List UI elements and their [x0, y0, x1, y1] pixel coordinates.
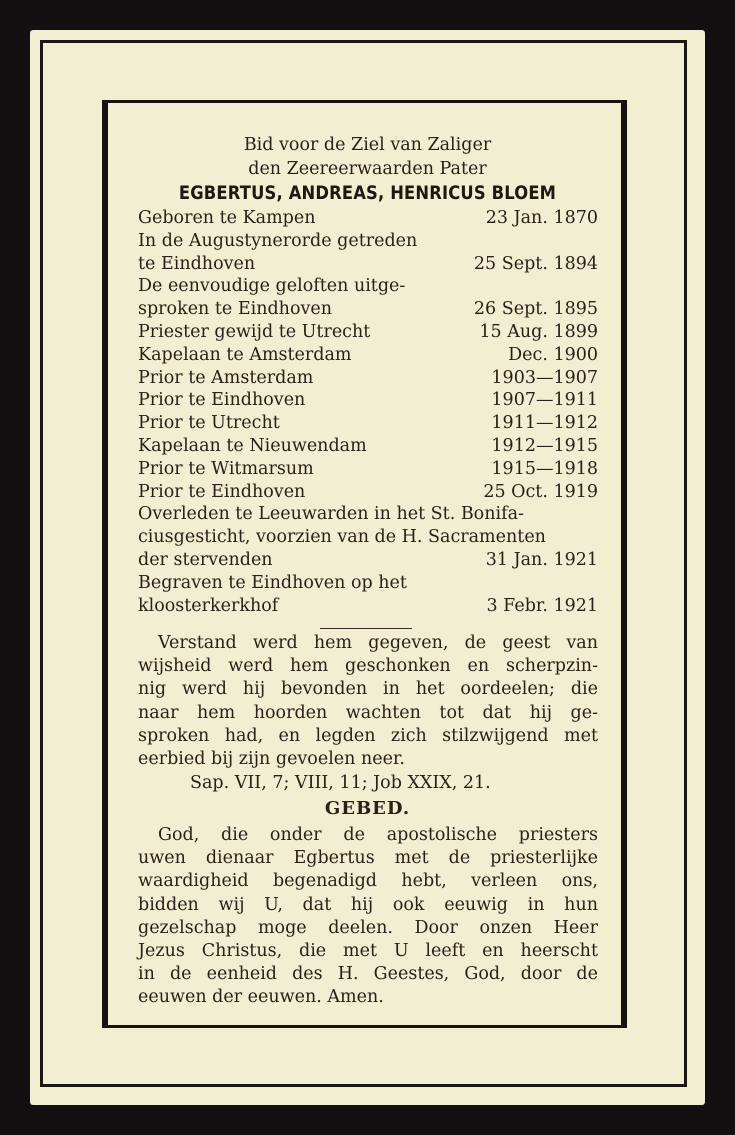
- timeline-date: 1903—1907: [491, 367, 598, 388]
- header-line-1: Bid voor de Ziel van Zaliger: [243, 135, 492, 155]
- timeline-date: 23 Jan. 1870: [485, 208, 598, 228]
- timeline-row: [138, 459, 598, 482]
- timeline-date: 31 Jan. 1921: [485, 550, 598, 570]
- timeline-label: Prior te Eindhoven: [138, 390, 306, 411]
- prayer-line: waardigheid begenadigd hebt, verleen ons,: [138, 871, 598, 892]
- timeline-label: Geboren te Kampen: [138, 208, 316, 228]
- timeline-label: De eenvoudige geloften uitge-: [138, 276, 406, 297]
- timeline-date: 1912—1915: [491, 436, 598, 456]
- timeline-row: [138, 504, 598, 527]
- timeline-date: 1911—1912: [491, 413, 598, 434]
- timeline-date: 3 Febr. 1921: [486, 595, 598, 616]
- timeline-date: 15 Aug. 1899: [479, 322, 598, 342]
- timeline-label: Kapelaan te Nieuwendam: [138, 436, 367, 456]
- timeline-row: [138, 322, 598, 345]
- timeline-label: kloosterkerkhof: [138, 595, 279, 616]
- prayer-line: eeuwen der eeuwen. Amen.: [138, 987, 384, 1008]
- timeline-row: [138, 276, 598, 299]
- prayer-text: [138, 824, 598, 1010]
- timeline-date: 25 Sept. 1894: [473, 253, 598, 274]
- timeline-row: [138, 345, 598, 368]
- timeline-label: der stervenden: [138, 550, 273, 570]
- timeline-row: [138, 413, 598, 436]
- quote-line: wijsheid werd hem geschonken en scherpzin-: [138, 656, 598, 677]
- prayer-line: uwen dienaar Egbertus met de priesterlijke: [138, 848, 598, 869]
- quote-line: naar hem hoorden wachten tot dat hij ge-: [138, 702, 598, 723]
- timeline-row: [138, 254, 598, 277]
- timeline-label: In de Augustynerorde getreden: [138, 230, 418, 251]
- timeline-label: ciusgesticht, voorzien van de H. Sacramenten: [138, 527, 546, 548]
- quote-text: [138, 632, 598, 771]
- timeline-row: [138, 231, 598, 254]
- timeline-row: [138, 299, 598, 322]
- timeline-row: [138, 527, 598, 550]
- prayer-line: Jezus Christus, die met U leeft en heerscht: [138, 941, 598, 962]
- prayer-line: God, die onder de apostolische priesters: [158, 825, 598, 845]
- prayer-title: GEBED.: [324, 798, 411, 819]
- timeline-row: [138, 208, 598, 231]
- timeline-row: [138, 596, 598, 619]
- timeline-label: Kapelaan te Amsterdam: [138, 344, 352, 365]
- timeline-label: Prior te Utrecht: [138, 413, 280, 434]
- prayer-line: bidden wij U, dat hij ook eeuwig in hun: [138, 894, 598, 915]
- quote-line: nig werd hij bevonden in het oordeelen; die: [138, 679, 598, 700]
- timeline-row: [138, 482, 598, 505]
- quote-source: Sap. VII, 7; VIII, 11; Job XXIX, 21.: [190, 773, 491, 793]
- timeline-label: Prior te Witmarsum: [138, 458, 314, 479]
- deceased-name: EGBERTUS, ANDREAS, HENRICUS BLOEM: [178, 182, 557, 204]
- quote-line: eerbied bij zijn gevoelen neer.: [138, 749, 405, 770]
- timeline-row: [138, 368, 598, 391]
- prayer-line: in de eenheid des H. Geestes, God, door de: [138, 964, 598, 985]
- timeline-label: Priester gewijd te Utrecht: [138, 322, 371, 342]
- divider: [320, 628, 412, 629]
- header-line-2: den Zeereerwaarden Pater: [248, 159, 487, 179]
- timeline-label: Prior te Amsterdam: [138, 367, 314, 388]
- timeline-label: Prior te Eindhoven: [138, 481, 306, 502]
- quote-line: Verstand werd hem gegeven, de geest van: [158, 633, 598, 653]
- timeline-label: sproken te Eindhoven: [138, 299, 332, 320]
- timeline-date: Dec. 1900: [508, 344, 598, 365]
- prayer-line: gezelschap moge deelen. Door onzen Heer: [138, 917, 598, 938]
- timeline-date: 26 Sept. 1895: [473, 299, 598, 320]
- timeline-row: [138, 436, 598, 459]
- timeline-date: 1907—1911: [491, 390, 598, 411]
- timeline-row: [138, 390, 598, 413]
- quote-line: sproken had, en legden zich stilzwijgend met: [138, 725, 598, 746]
- timeline-label: Overleden te Leeuwarden in het St. Bonifa-: [138, 504, 524, 525]
- timeline-label: Begraven te Eindhoven op het: [138, 572, 407, 593]
- timeline-label: te Eindhoven: [138, 253, 256, 274]
- timeline-date: 1915—1918: [491, 458, 598, 479]
- timeline-date: 25 Oct. 1919: [483, 481, 598, 502]
- timeline-row: [138, 550, 598, 573]
- timeline-row: [138, 573, 598, 596]
